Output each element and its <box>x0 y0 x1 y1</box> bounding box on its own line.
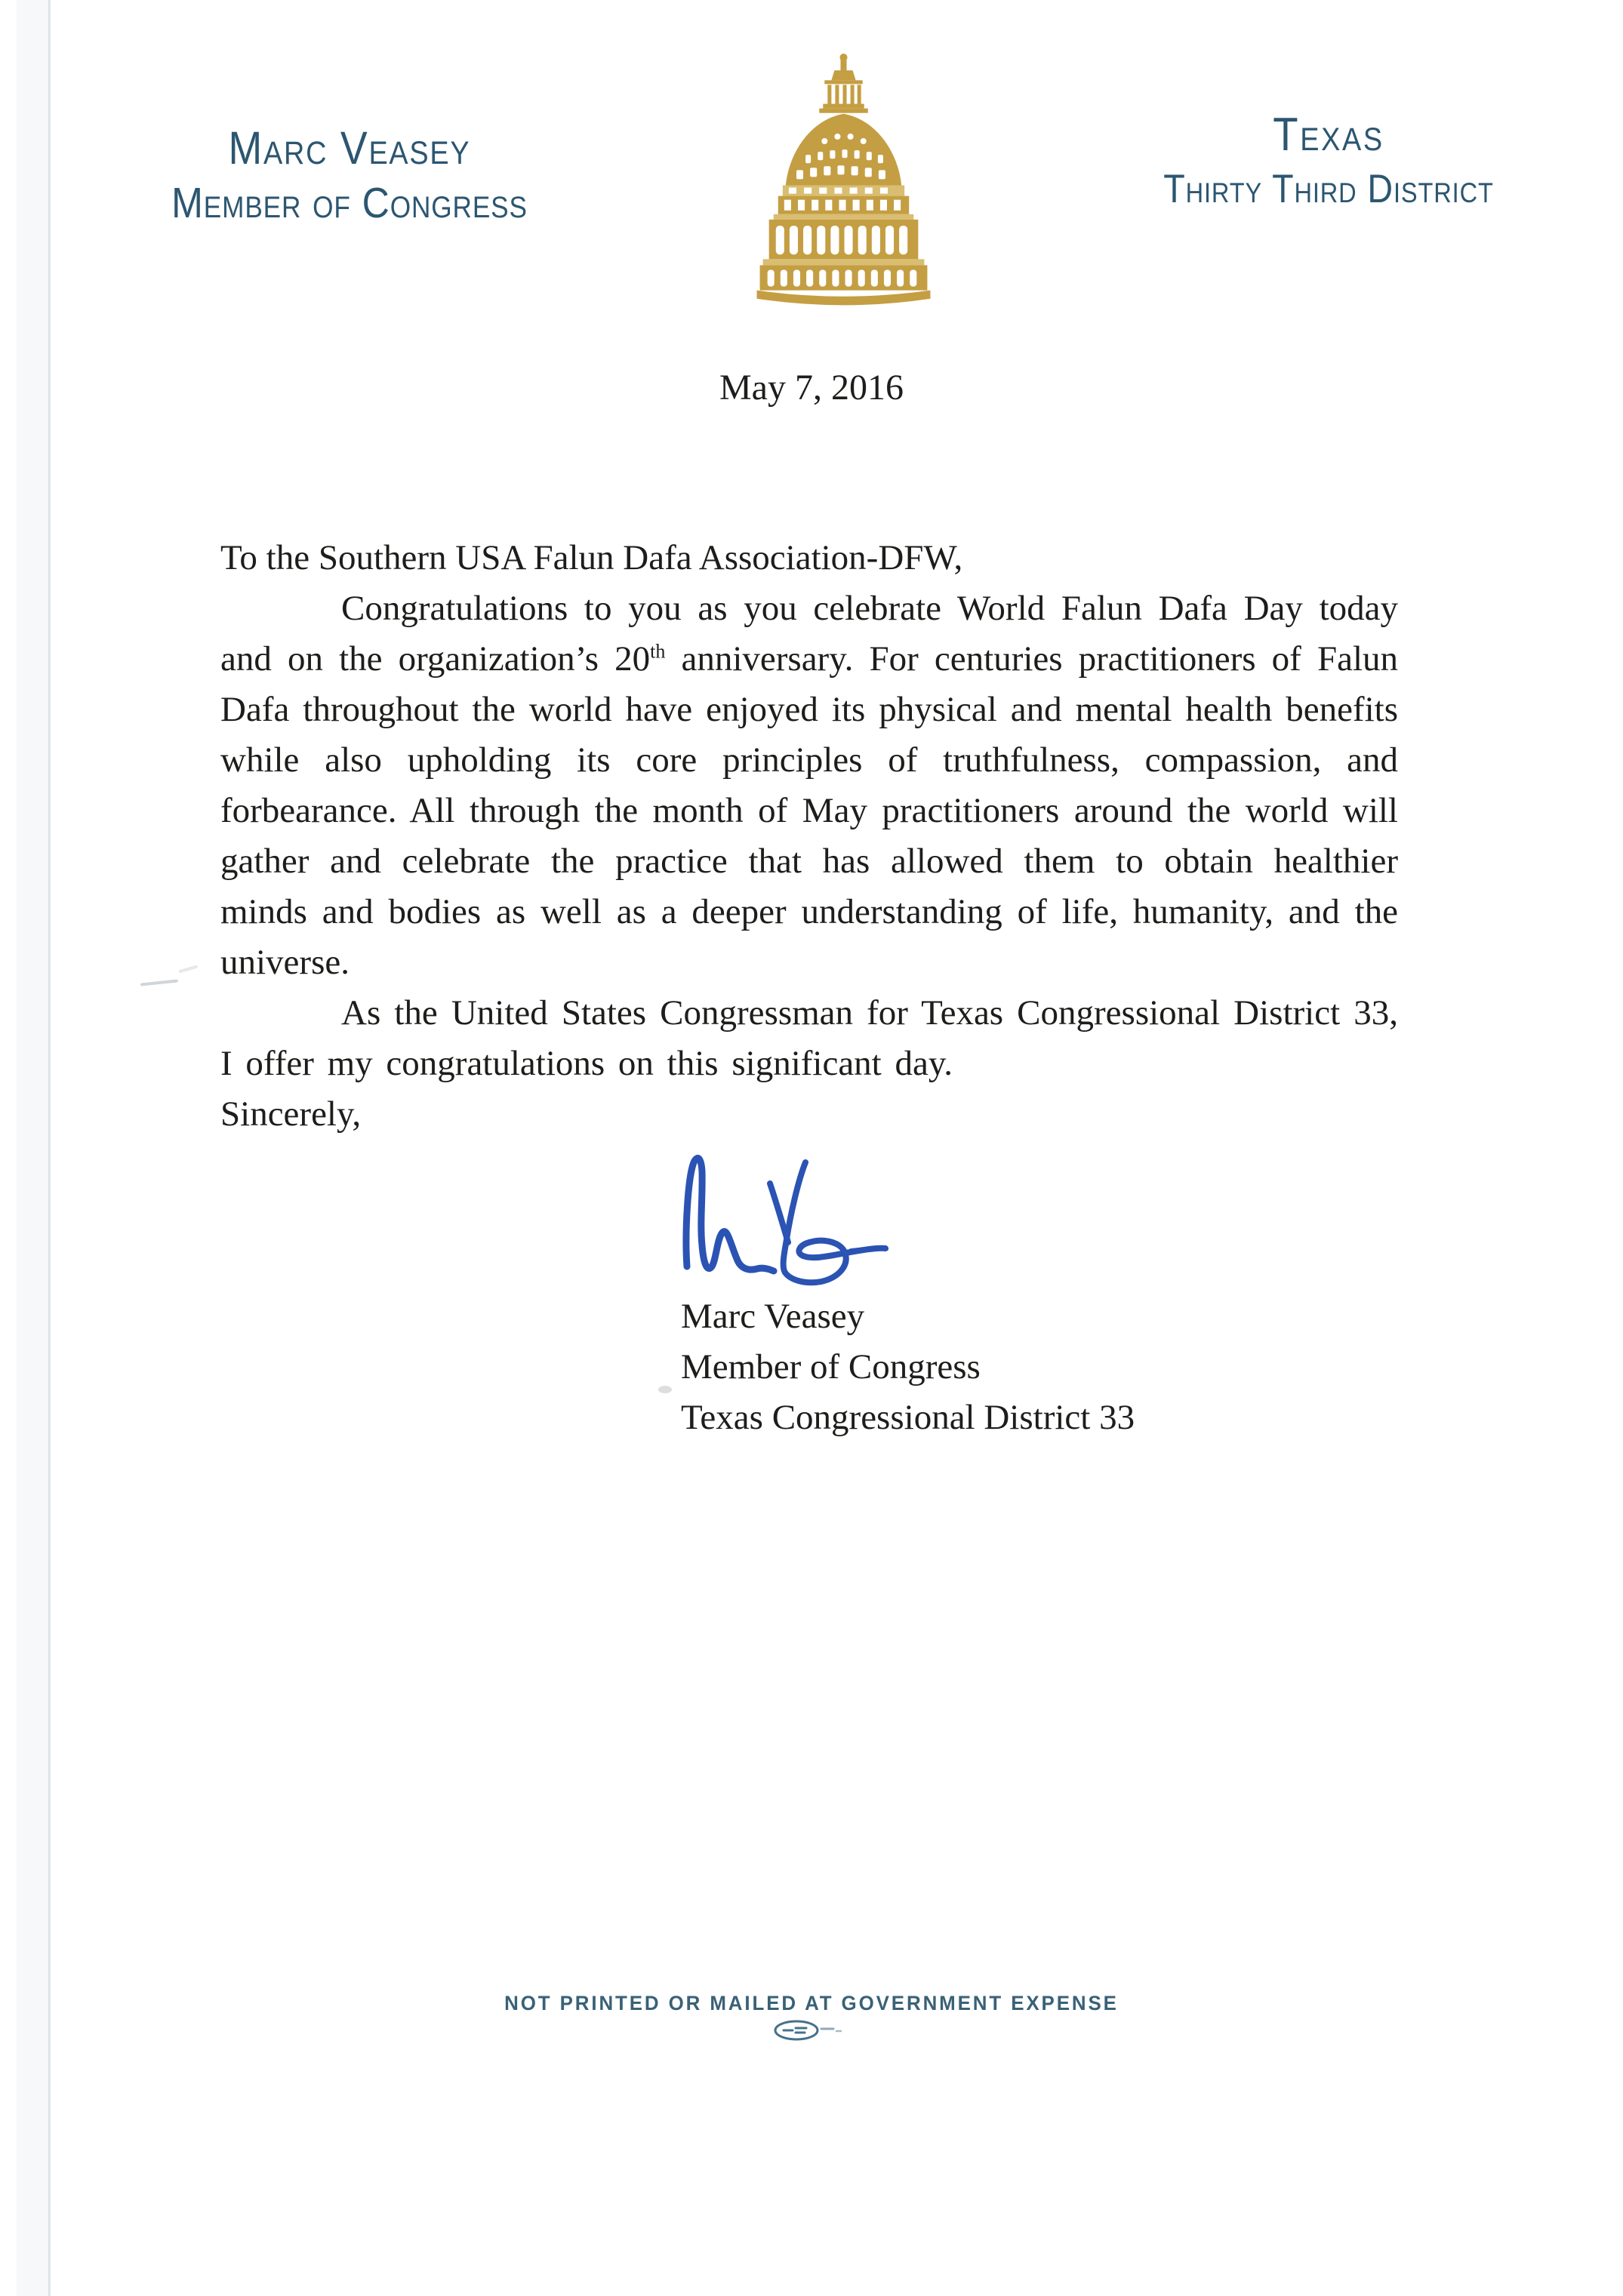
paragraph1-text-before: Congratulations to you as you celebrate World Falun Dafa Day today and on the organization’s 20 <box>220 589 1398 679</box>
expense-disclaimer: NOT PRINTED OR MAILED AT GOVERNMENT EXPENSE <box>504 1992 1119 2014</box>
letter-body <box>220 533 1398 1443</box>
letter-date: May 7, 2016 <box>719 368 904 408</box>
sender-block <box>131 119 569 231</box>
signature-district: Texas Congressional District 33 <box>681 1398 1135 1437</box>
footer <box>0 1992 1623 2048</box>
paragraph1-text-after: anniversary. For centuries practitioners of Falun Dafa throughout the world have enjoyed its physical and mental health benefits while also upholding its core principles of truthfulness, compassion, and forbearance. All through the month of May practitioners around the world will gather and celebrate the practice that has allowed them to obtain healthier minds and bodies as well as a deeper understanding of life, humanity, and the universe. <box>220 639 1398 982</box>
ordinal-superscript: th <box>650 640 666 663</box>
district-name: Thirty Third District <box>1163 166 1494 211</box>
state-name: Texas <box>1273 109 1384 161</box>
sender-name: Marc Veasey <box>228 122 471 174</box>
body-paragraph-2: As the United States Congressman for Texas Congressional District 33, I offer my congratulations on this significant day. <box>220 993 1398 1083</box>
salutation: To the Southern USA Falun Dafa Association-DFW, <box>220 538 963 577</box>
body-paragraph-1 <box>220 583 1398 988</box>
signature-title: Member of Congress <box>681 1347 981 1387</box>
signature-handwritten-icon <box>673 1147 900 1287</box>
closing: Sincerely, <box>220 1094 362 1134</box>
district-block <box>1110 106 1548 214</box>
signature-name: Marc Veasey <box>681 1297 865 1336</box>
sender-title: Member of Congress <box>171 179 528 228</box>
scan-edge-line <box>48 0 51 2296</box>
scan-edge-shading <box>17 0 50 2296</box>
pencil-mark-artifact <box>140 979 178 986</box>
signature-block <box>681 1291 1398 1443</box>
union-bug-icon <box>762 2018 861 2048</box>
capitol-dome-icon <box>751 50 936 320</box>
